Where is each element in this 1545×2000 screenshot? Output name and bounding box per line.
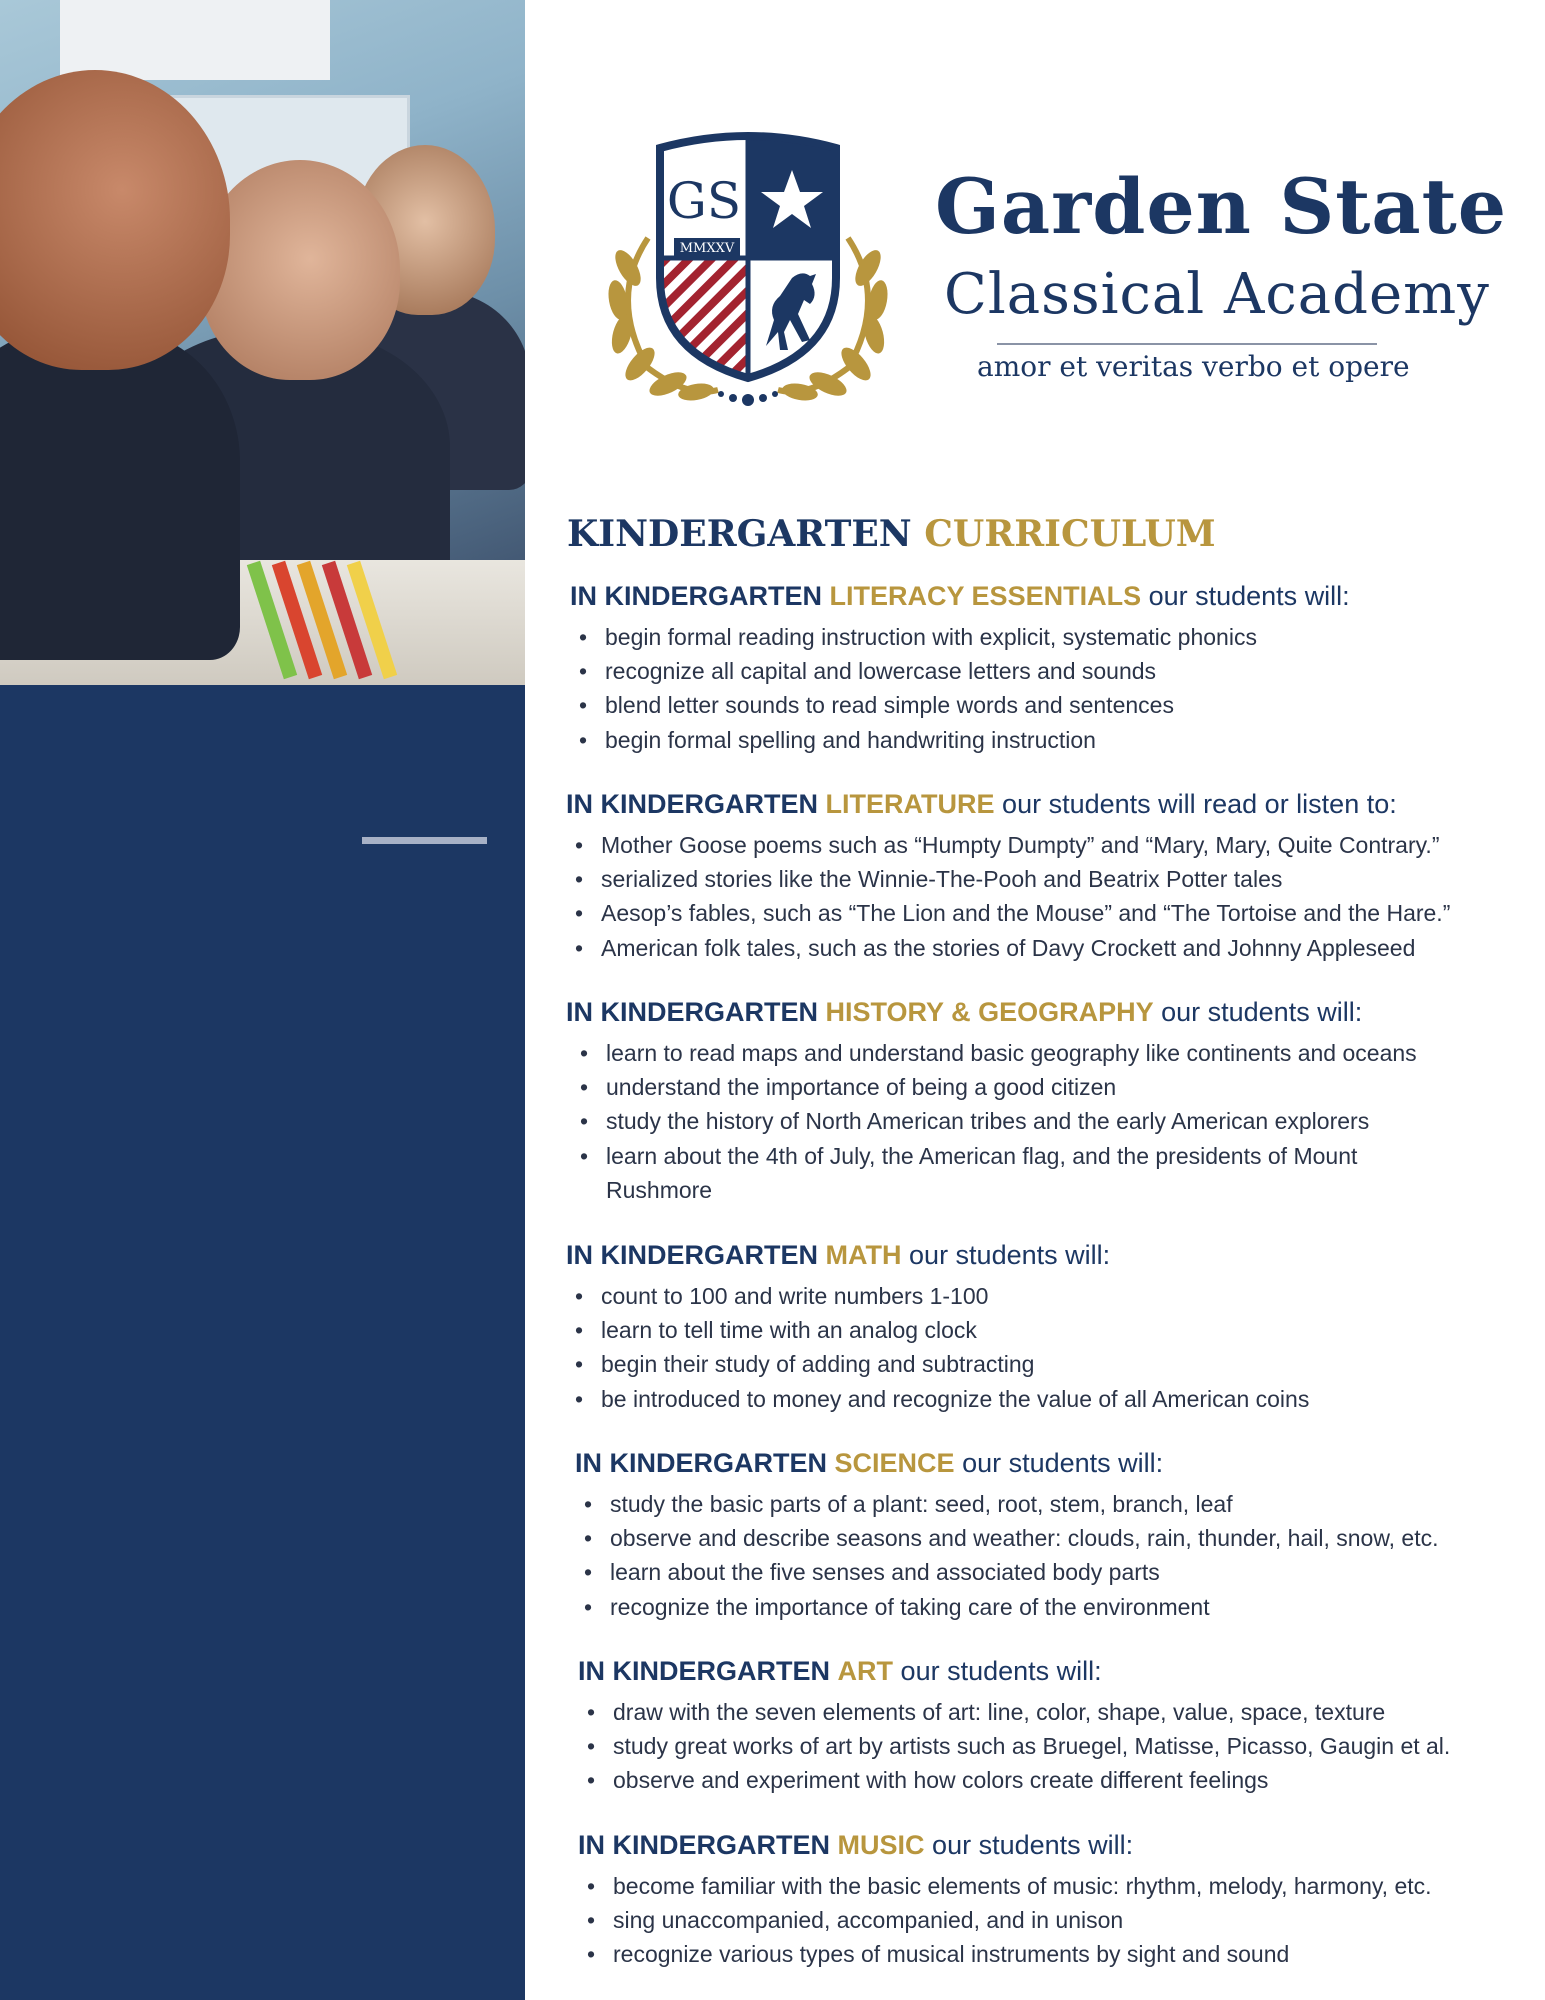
section-heading: IN KINDERGARTEN SCIENCE our students will: <box>575 1448 1164 1478</box>
list-item: • recognize all capital and lowercase letters and sounds <box>570 654 1350 688</box>
crest-year: MMXXV <box>679 241 735 256</box>
list-item: • learn about the 4th of July, the American flag, and the presidents of Mount <box>571 1139 1417 1173</box>
sidebar <box>0 0 525 2000</box>
crest-initials: GS <box>666 172 742 230</box>
section-heading: IN KINDERGARTEN MUSIC our students will: <box>578 1830 1134 1860</box>
list-item: • observe and experiment with how colors create different feelings <box>578 1763 1450 1797</box>
list-item: • count to 100 and write numbers 1-100 <box>566 1279 1309 1313</box>
section-heading: IN KINDERGARTEN LITERATURE our students will read or listen to: <box>566 789 1397 819</box>
list-item: • observe and describe seasons and weather: clouds, rain, thunder, hail, snow, etc. <box>575 1521 1439 1555</box>
section-math <box>566 1235 1309 1416</box>
list-item: • study great works of art by artists such as Bruegel, Matisse, Picasso, Gaugin et al. <box>578 1729 1450 1763</box>
curriculum-title-part2: CURRICULUM <box>924 513 1216 555</box>
list-item: • learn about the five senses and associated body parts <box>575 1555 1439 1589</box>
list-item: • learn to read maps and understand basic geography like continents and oceans <box>571 1036 1417 1070</box>
list-item: • study the basic parts of a plant: seed, root, stem, branch, leaf <box>575 1487 1439 1521</box>
list-item: • Mother Goose poems such as “Humpty Dumpty” and “Mary, Mary, Quite Contrary.” <box>566 828 1450 862</box>
school-crest-logo <box>588 128 908 418</box>
section-history-geography <box>566 992 1417 1207</box>
section-music <box>578 1825 1432 1972</box>
list-item: • be introduced to money and recognize the value of all American coins <box>566 1382 1309 1416</box>
divider <box>362 837 487 844</box>
list-item: • Aesop’s fables, such as “The Lion and the Mouse” and “The Tortoise and the Hare.” <box>566 896 1450 930</box>
section-literature <box>566 784 1450 965</box>
list-item: • begin formal spelling and handwriting instruction <box>570 723 1350 757</box>
section-science <box>575 1443 1439 1624</box>
list-item: • blend letter sounds to read simple words and sentences <box>570 688 1350 722</box>
list-item: • begin formal reading instruction with explicit, systematic phonics <box>570 620 1350 654</box>
section-heading: IN KINDERGARTEN HISTORY & GEOGRAPHY our students will: <box>566 997 1363 1027</box>
section-heading: IN KINDERGARTEN MATH our students will: <box>566 1240 1111 1270</box>
list-item: • serialized stories like the Winnie-The-Pooh and Beatrix Potter tales <box>566 862 1450 896</box>
list-item: • American folk tales, such as the stories of Davy Crockett and Johnny Appleseed <box>566 931 1450 965</box>
list-item: • recognize various types of musical instruments by sight and sound <box>578 1937 1432 1971</box>
curriculum-title-part1: KINDERGARTEN <box>567 513 912 555</box>
classroom-photo <box>0 0 525 685</box>
school-name-line2: Classical Academy <box>944 262 1490 327</box>
school-motto: amor et veritas verbo et opere <box>977 350 1410 383</box>
list-item: • learn to tell time with an analog clock <box>566 1313 1309 1347</box>
list-item: • recognize the importance of taking care of the environment <box>575 1590 1439 1624</box>
section-art <box>578 1651 1450 1798</box>
list-item: • begin their study of adding and subtracting <box>566 1347 1309 1381</box>
section-literacy <box>570 576 1350 757</box>
list-item: • become familiar with the basic elements of music: rhythm, melody, harmony, etc. <box>578 1869 1432 1903</box>
list-item: • sing unaccompanied, accompanied, and in unison <box>578 1903 1432 1937</box>
list-item: • draw with the seven elements of art: line, color, shape, value, space, texture <box>578 1695 1450 1729</box>
section-heading: IN KINDERGARTEN LITERACY ESSENTIALS our students will: <box>570 581 1350 611</box>
divider <box>997 343 1377 345</box>
school-name-line1: Garden State <box>935 162 1508 251</box>
list-item: • study the history of North American tribes and the early American explorers <box>571 1104 1417 1138</box>
section-heading: IN KINDERGARTEN ART our students will: <box>578 1656 1102 1686</box>
list-item-continuation: Rushmore <box>606 1176 713 1203</box>
list-item: • understand the importance of being a good citizen <box>571 1070 1417 1104</box>
curriculum-title <box>567 513 1216 555</box>
